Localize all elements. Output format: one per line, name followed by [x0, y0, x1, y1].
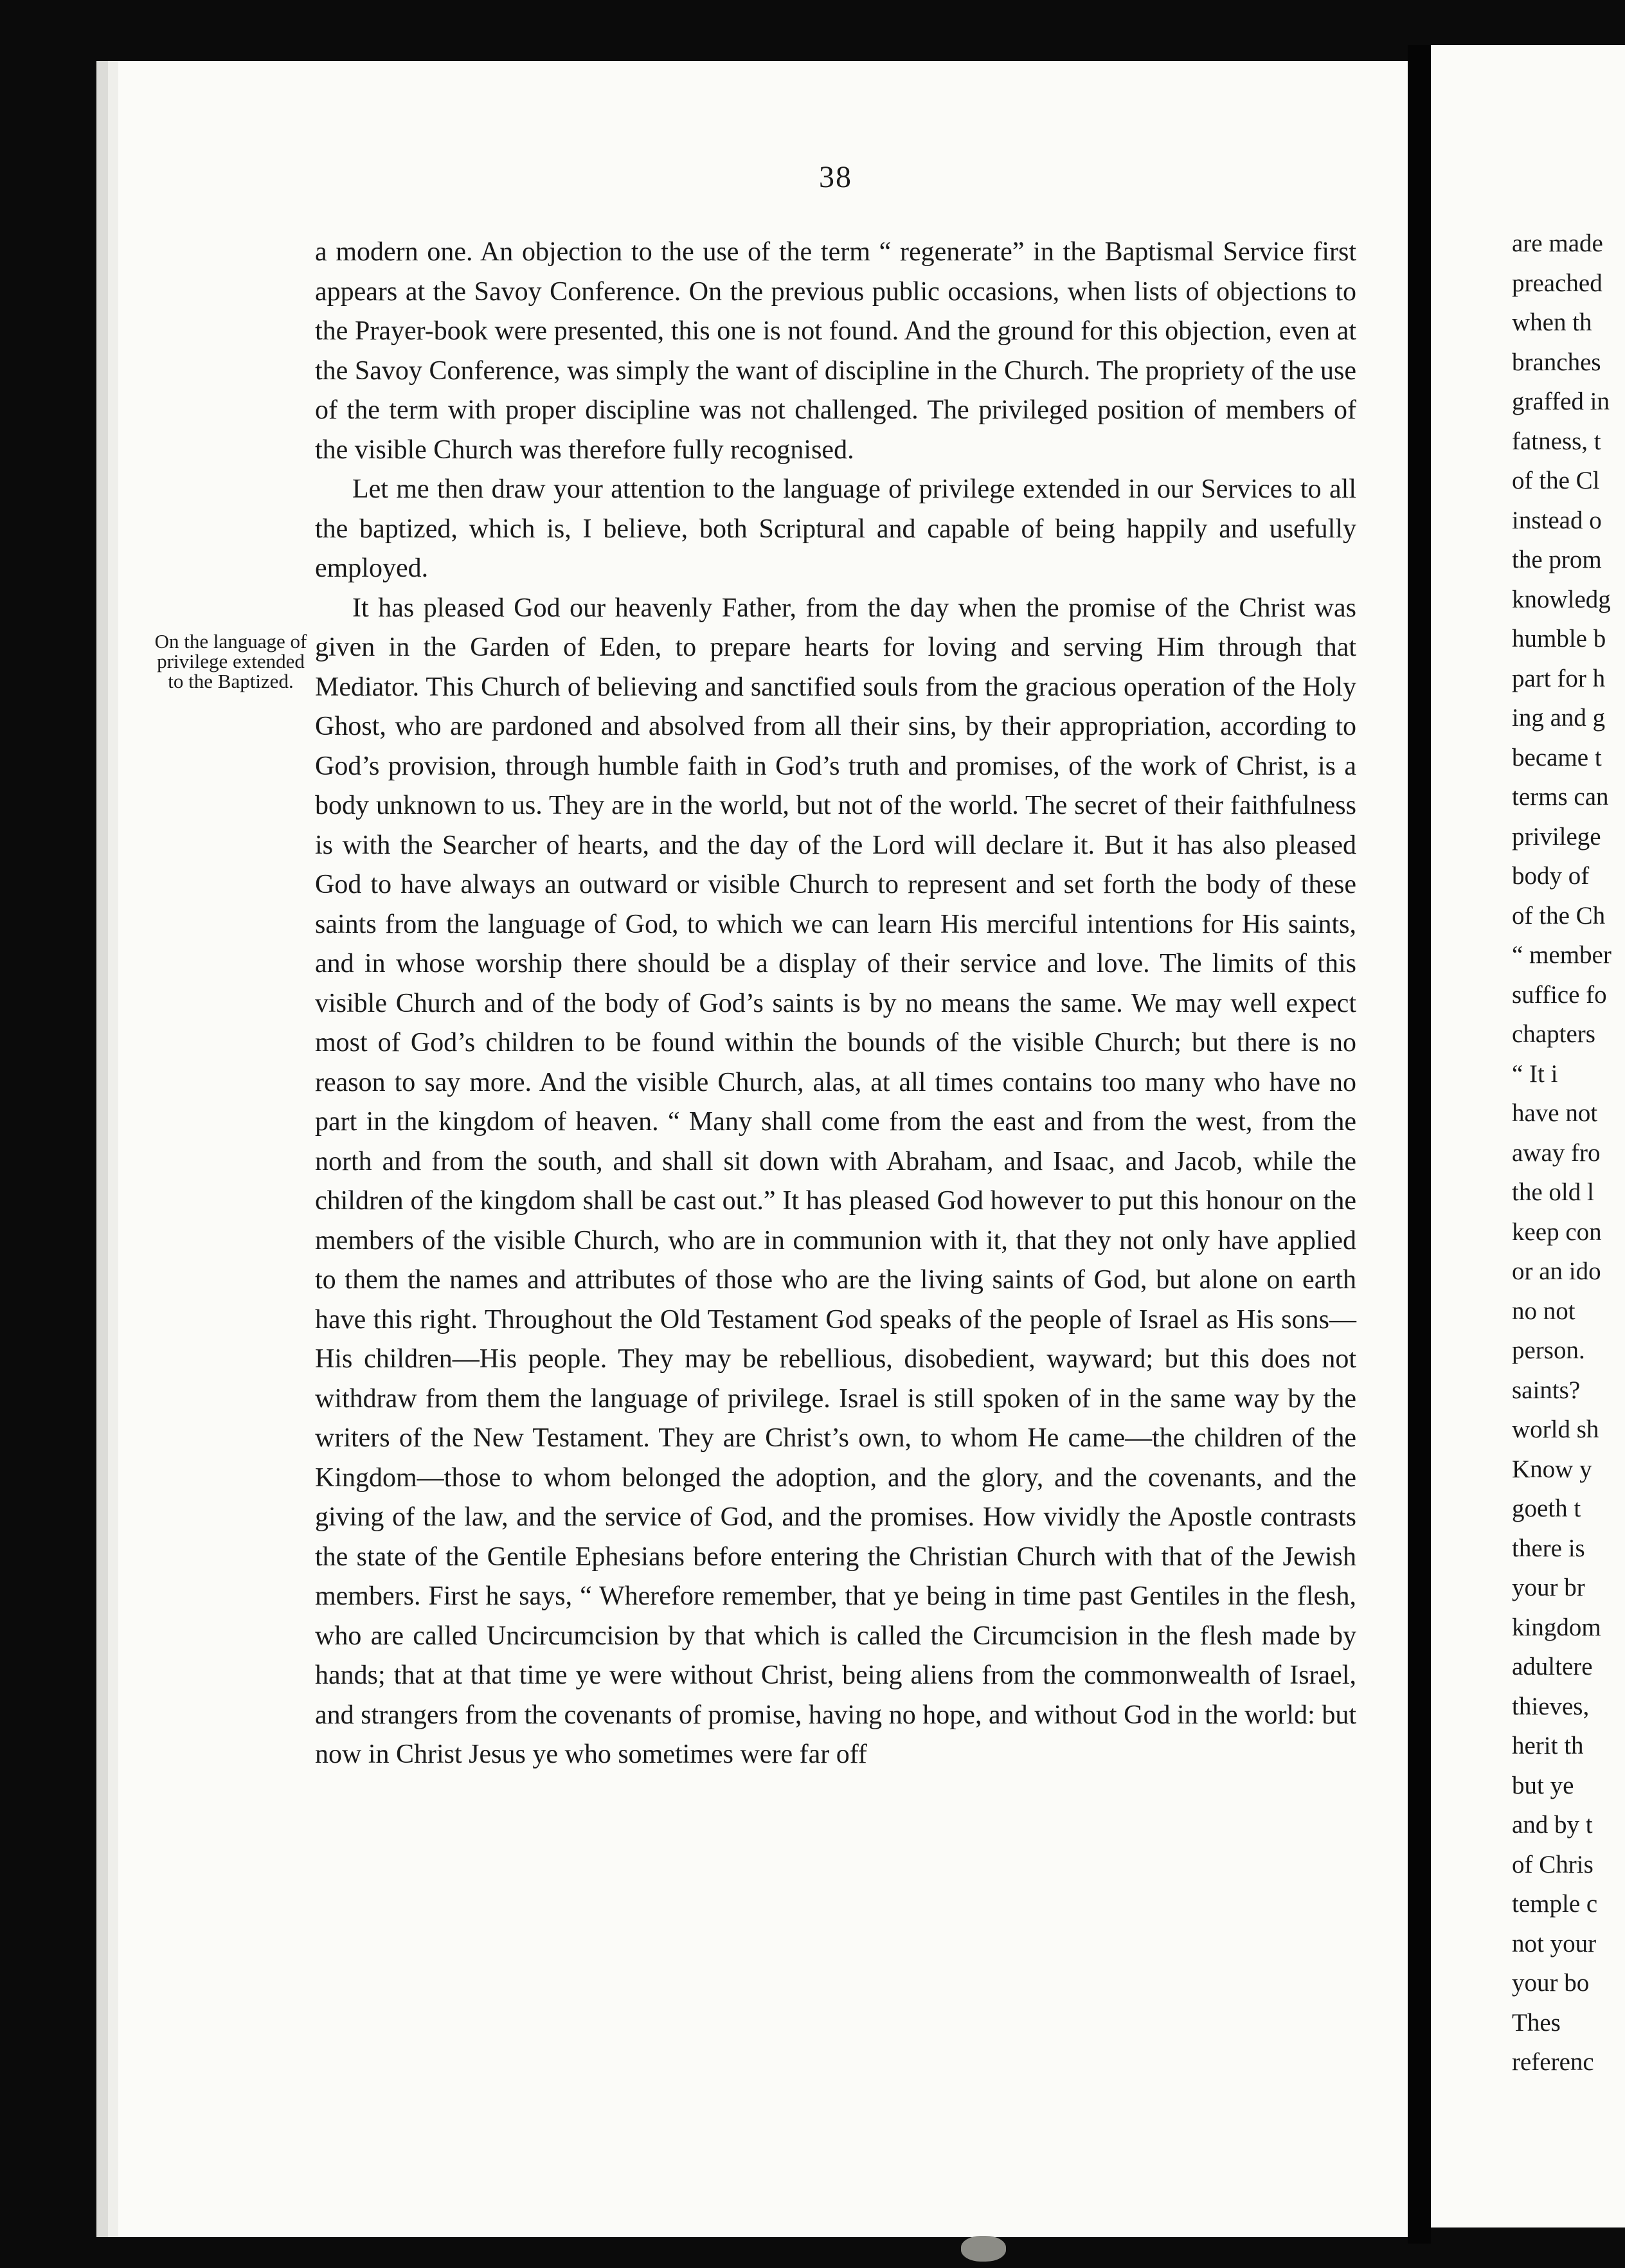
facing-page-line: ing and g — [1512, 704, 1606, 732]
facing-page-line: are made — [1512, 230, 1603, 257]
facing-page-line: part for h — [1512, 664, 1606, 692]
facing-page-line: instead o — [1512, 506, 1602, 534]
facing-page-line: when th — [1512, 309, 1592, 336]
facing-page-line: not your — [1512, 1929, 1597, 1958]
paragraph-1: a modern one. An objection to the use of the term “ regenerate” in the Baptismal Service first appears at the Savoy Conference. On the previous public occasions, when lists of objections to the Prayer-book were presented, this one is not found. And the ground for this objection, even at the Savoy Conference, was simply the want of discipline in the Church. The propriety of the use of the term with proper discipline was not challenged. The privileged position of members of the visible Church was therefore fully recognised. — [315, 237, 1356, 465]
facing-page-line: kingdom — [1512, 1613, 1601, 1641]
facing-page-line: there is — [1512, 1534, 1585, 1562]
facing-page-line: and by t — [1512, 1811, 1593, 1839]
facing-page-line: of the Cl — [1512, 467, 1600, 494]
paragraph-3: It has pleased God our heavenly Father, from the day when the promise of the Christ was given in the Garden of Eden, to prepare hearts for loving and serving Him through that Mediator. This Church of believing and sanctified souls from the gracious operation of the Holy Ghost, who are pardoned and absolved from all their sins, by their appropriation, according to God’s provision, through humble faith in God’s truth and promises, of the work of Christ, is a body unknown to us. They are in the world, but not of the world. The secret of their faithfulness is with the Searcher of hearts, and the day of the Lord will declare it. But it has also pleased God to have always an outward or visible Church to represent and set forth the body of these saints from the language of God, to which we can learn His merciful intentions for His saints, and in whose worship there should be a display of their service and love. The limits of this visible Church and of the body of God’s saints is by no means the same. We may well expect most of God’s children to be found within the bounds of the visible Church; but there is no reason to say more. And the visible Church, alas, at all times contains too many who have no part in the kingdom of heaven. “ Many shall come from the east and from the west, from the north and from the south, and shall sit down with Abraham, and Isaac, and Jacob, while the children of the kingdom shall be cast out.” It has pleased God however to put this honour on the members of the visible Church, who are in communion with it, that they not only have applied to them the names and attributes of those who are the living saints of God, but alone on earth have this right. Throughout the Old Testament God speaks of the people of Israel as His sons—His children—His people. They may be rebellious, disobedient, wayward; but this does not withdraw from them the language of privilege. Israel is still spoken of in the same way by the writers of the New Testament. They are Christ’s own, to whom He came—the children of the Kingdom—those to whom belonged the adoption, and the glory, and the covenants, and the giving of the law, and the service of God, and the promises. How vividly the Apostle contrasts the state of the Gentile Ephesians before entering the Christian Church with that of the Jewish members. First he says, “ Wherefore remember, that ye being in time past Gentiles in the flesh, who are called Uncircumcision by that which is called the Circumcision in the flesh made by hands; that at that time ye were without Christ, being aliens from the commonwealth of Israel, and strangers from the covenants of promise, having no hope, and without God in the world: but now in Christ Jesus ye who sometimes were far off — [315, 593, 1356, 1769]
margin-note: On the language of privilege extended to the Baptized. — [154, 630, 307, 692]
facing-page-line: goeth t — [1512, 1495, 1581, 1522]
book-gutter — [1408, 45, 1431, 2244]
facing-page-line: adultere — [1512, 1653, 1593, 1680]
facing-page-line: became t — [1512, 743, 1602, 771]
facing-page-line: away fro — [1512, 1138, 1601, 1167]
facing-page-line: preached — [1512, 269, 1603, 297]
facing-page-line: your br — [1512, 1574, 1585, 1601]
facing-page-line: world sh — [1512, 1416, 1599, 1443]
facing-page-line: temple c — [1512, 1890, 1598, 1918]
facing-page-line: have not — [1512, 1099, 1598, 1127]
facing-page-line: thieves, — [1512, 1692, 1590, 1720]
facing-page-line: graffed in — [1512, 388, 1610, 415]
facing-page-line: or an ido — [1512, 1257, 1601, 1285]
facing-page-line: but ye — [1512, 1771, 1574, 1799]
facing-page-line: saints? — [1512, 1376, 1581, 1404]
facing-page-line: the old l — [1512, 1178, 1594, 1206]
facing-page-line: fatness, t — [1512, 427, 1601, 455]
facing-page-line: “ member — [1512, 941, 1612, 969]
facing-page-line: knowledg — [1512, 585, 1611, 613]
facing-page-line: the prom — [1512, 546, 1602, 573]
facing-page-line: suffice fo — [1512, 980, 1607, 1009]
facing-page-line: Know y — [1512, 1455, 1592, 1483]
facing-page-line: “ It i — [1512, 1059, 1558, 1088]
facing-page-line: referenc — [1512, 2048, 1594, 2076]
facing-page-line: of Chris — [1512, 1850, 1594, 1878]
page-number: 38 — [819, 160, 852, 194]
facing-page-line: herit th — [1512, 1732, 1584, 1760]
facing-page-line: terms can — [1512, 783, 1609, 811]
facing-page-line: privilege — [1512, 822, 1601, 851]
facing-page-line: your bo — [1512, 1969, 1590, 1997]
facing-page-line: keep con — [1512, 1218, 1602, 1246]
facing-page-line: Thes — [1512, 2008, 1561, 2037]
facing-page-line: no not — [1512, 1297, 1576, 1325]
facing-page-line: body of — [1512, 862, 1590, 890]
paragraph-2: Let me then draw your attention to the language of privilege extended in our Services to all the baptized, which is, I believe, both Scriptural and capable of being happily and usefully employed. — [315, 474, 1356, 583]
facing-page-line: person. — [1512, 1336, 1585, 1364]
facing-page-line: branches — [1512, 348, 1601, 376]
facing-page-text — [1512, 224, 1625, 2082]
facing-page-line: humble b — [1512, 625, 1606, 652]
ink-blot — [961, 2236, 1006, 2262]
facing-page-line: chapters — [1512, 1020, 1595, 1048]
main-text-block — [315, 233, 1356, 1775]
facing-page-line: of the Ch — [1512, 901, 1606, 930]
